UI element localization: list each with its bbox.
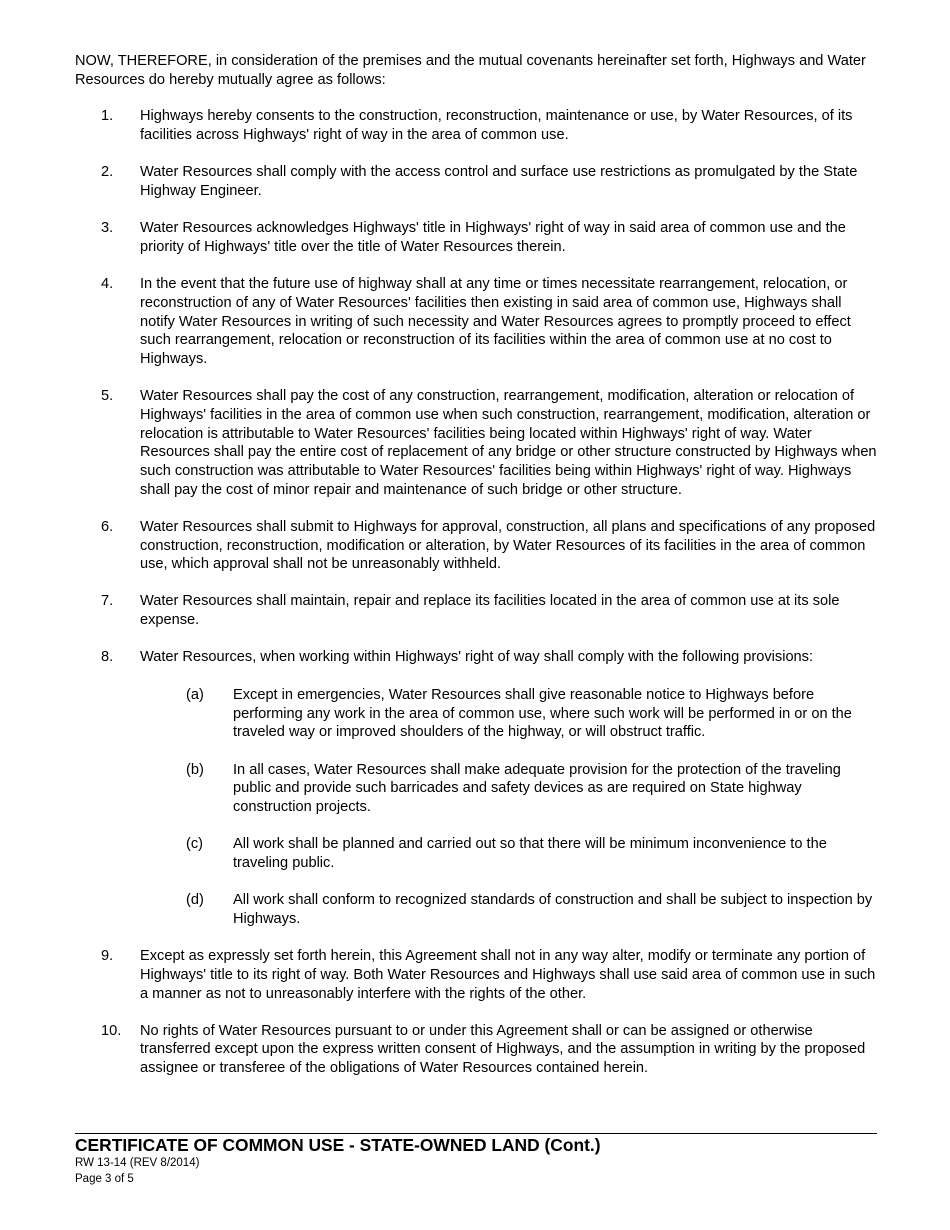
clause-number: 9.	[101, 948, 114, 965]
clause-item	[75, 1022, 877, 1078]
provision-label: (a)	[186, 687, 204, 704]
clause-item	[75, 947, 877, 1003]
clause-text: In the event that the future use of highway shall at any time or times necessitate rearrangement, relocation, or reconstruction of any of Water Resources' facilities then existing in said area of common use, Highways shall notify Water Resources in writing of such necessity and Water Resources agrees to promptly proceed to effect such rearrangement, relocation or reconstruction of its facilities within the area of common use at no cost to Highways.	[140, 276, 851, 367]
clause-number: 6.	[101, 518, 114, 535]
clause-item	[75, 592, 877, 629]
document-body	[75, 52, 877, 1096]
clause-text: Highways hereby consents to the construction, reconstruction, maintenance or use, by Water Resources, of its facilities across Highways' right of way in the area of common use.	[140, 108, 853, 144]
clause-text: No rights of Water Resources pursuant to or under this Agreement shall or can be assigned or otherwise transferred except upon the express written consent of Highways, and the assumption in writing by the proposed assignee or transferee of the obligations of Water Resources contained herein.	[140, 1022, 866, 1077]
provision-text: All work shall be planned and carried out so that there will be minimum inconvenience to the traveling public.	[233, 836, 827, 871]
clause-text: Water Resources shall pay the cost of any construction, rearrangement, modification, alteration or relocation of Highways' facilities in the area of common use when such construction, rearrangement, modification, alteration or relocation is attributable to Water Resources' facilities being located within Highways' right of way. Water Resources shall pay the entire cost of replacement of any bridge or other structure constructed by Highways when such construction was attributable to Water Resources' facilities being within Highways' right of way. Highways shall pay the cost of minor repair and maintenance of such bridge or other structure.	[140, 388, 877, 498]
clause-text: Water Resources shall maintain, repair and replace its facilities located in the area of common use at its sole expense.	[140, 593, 840, 629]
provision-item	[140, 686, 877, 742]
form-number: RW 13-14 (REV 8/2014)	[75, 1157, 200, 1169]
provision-text: Except in emergencies, Water Resources shall give reasonable notice to Highways before performing any work in the area of common use, where such work will be performed in or on the traveled way or improved shoulders of the highway, or will obstruct traffic.	[233, 687, 852, 741]
clause-number: 1.	[101, 108, 114, 125]
clause-number: 10.	[101, 1022, 122, 1039]
provision-label: (b)	[186, 761, 204, 778]
clause-item	[75, 107, 877, 144]
provision-label: (d)	[186, 892, 204, 909]
clause-text: Water Resources shall submit to Highways for approval, construction, all plans and specifications of any proposed construction, reconstruction, modification or alteration, by Water Resources of its facilities in the area of common use, which approval shall not be unreasonably withheld.	[140, 518, 876, 573]
provision-item	[140, 891, 877, 928]
clause-item	[75, 648, 877, 928]
clause-text: Except as expressly set forth herein, this Agreement shall not in any way alter, modify or terminate any portion of Highways' title to its right of way. Both Water Resources and Highways shall use said area of common use in such a manner as not to unreasonably interfere with the rights of the other.	[140, 948, 876, 1002]
footer-divider	[75, 1133, 877, 1134]
intro-paragraph: NOW, THEREFORE, in consideration of the premises and the mutual covenants hereinafter set forth, Highways and Water Resources do hereby mutually agree as follows:	[75, 53, 866, 88]
clause-item	[75, 163, 877, 200]
clause-number: 2.	[101, 164, 114, 181]
clause-item	[75, 219, 877, 256]
page-footer	[75, 1133, 877, 1187]
clause-number: 4.	[101, 276, 114, 293]
provision-item	[140, 761, 877, 817]
provision-text: In all cases, Water Resources shall make adequate provision for the protection of the traveling public and provide such barricades and safety devices as are required on State highway construction projects.	[233, 761, 841, 816]
page-number: Page 3 of 5	[75, 1173, 134, 1185]
clause-text: Water Resources shall comply with the access control and surface use restrictions as promulgated by the State Highway Engineer.	[140, 164, 858, 200]
clause-text: Water Resources, when working within Highways' right of way shall comply with the following provisions:	[140, 649, 814, 666]
clause-item	[75, 518, 877, 574]
clause-number: 7.	[101, 593, 114, 610]
provision-text: All work shall conform to recognized standards of construction and shall be subject to inspection by Highways.	[233, 892, 873, 927]
clause-item	[75, 275, 877, 369]
clause-text: Water Resources acknowledges Highways' title in Highways' right of way in said area of common use and the priority of Highways' title over the title of Water Resources therein.	[140, 220, 846, 255]
footer-title: CERTIFICATE OF COMMON USE - STATE-OWNED LAND (Cont.)	[75, 1135, 601, 1155]
provisions-list	[140, 686, 877, 929]
clause-item	[75, 387, 877, 499]
provision-item	[140, 835, 877, 872]
provision-label: (c)	[186, 836, 204, 853]
clause-number: 3.	[101, 220, 114, 237]
clause-number: 8.	[101, 649, 114, 666]
clause-number: 5.	[101, 388, 114, 405]
